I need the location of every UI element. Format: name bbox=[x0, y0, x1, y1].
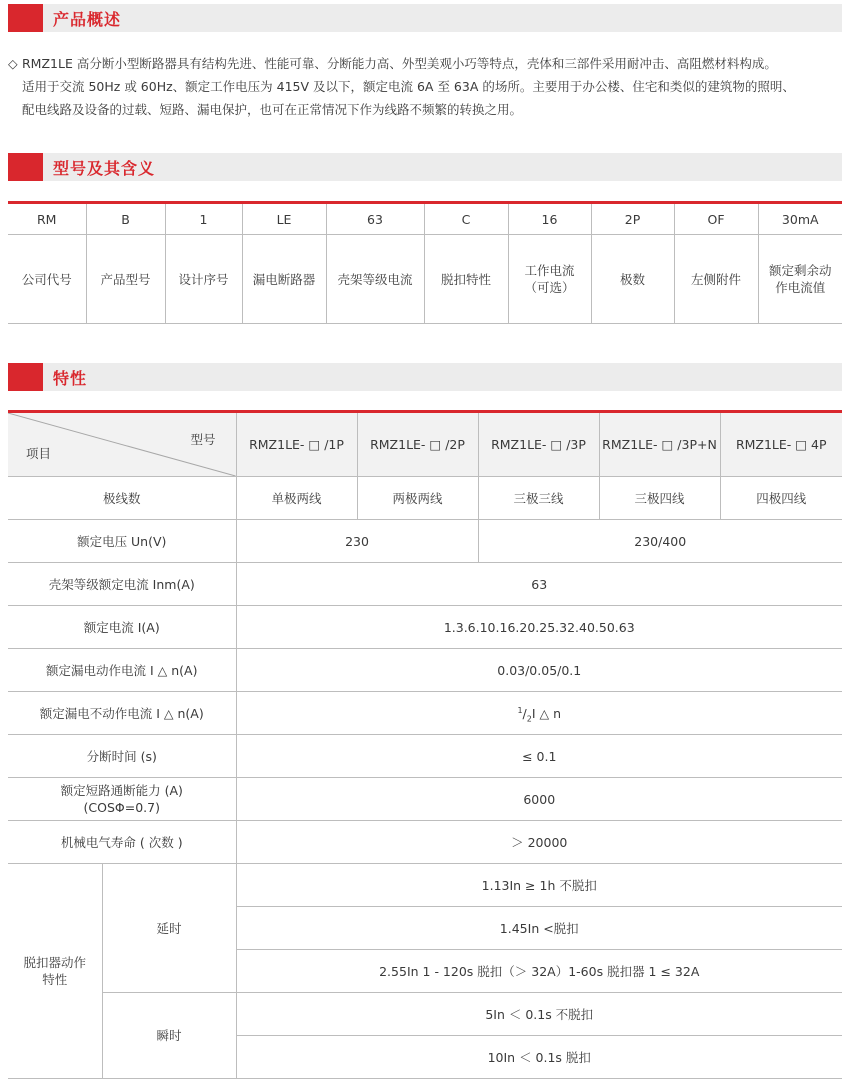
corner-label-model: 型号 bbox=[190, 432, 216, 447]
model-header-cell: RMZ1LE- □ /3P+N bbox=[599, 412, 720, 477]
section-marker bbox=[8, 363, 43, 391]
value-cell: 5In ＜ 0.1s 不脱扣 bbox=[236, 993, 842, 1036]
instant-label: 瞬时 bbox=[102, 993, 236, 1079]
model-meaning-cell: 左侧附件 bbox=[674, 235, 758, 324]
model-header-cell: RMZ1LE- □ /3P bbox=[478, 412, 599, 477]
value-cell: 10In ＜ 0.1s 脱扣 bbox=[236, 1036, 842, 1079]
model-meaning-cell: 工作电流 （可选） bbox=[508, 235, 591, 324]
overview-line-3: 配电线路及设备的过载、短路、漏电保护，也可在正常情况下作为线路不频繁的转换之用。 bbox=[22, 102, 523, 117]
model-header-cell: RMZ1LE- □ /1P bbox=[236, 412, 357, 477]
value-cell: 63 bbox=[236, 563, 842, 606]
value-cell: 1.13In ≥ 1h 不脱扣 bbox=[236, 864, 842, 907]
row-label: 机械电气寿命 ( 次数 ) bbox=[8, 821, 236, 864]
row-label: 极线数 bbox=[8, 477, 236, 520]
trip-characteristics-label: 脱扣器动作 特性 bbox=[8, 864, 102, 1079]
value-cell: 0.03/0.05/0.1 bbox=[236, 649, 842, 692]
model-meaning-cell: 设计序号 bbox=[165, 235, 242, 324]
spec-row-rated-current bbox=[8, 606, 842, 649]
row-label: 额定短路通断能力 (A) (COSΦ=0.7) bbox=[8, 778, 236, 821]
model-code-cell: LE bbox=[242, 203, 326, 235]
spec-row-frame-current bbox=[8, 563, 842, 606]
model-code-cell: 30mA bbox=[758, 203, 842, 235]
pole-cell: 三极三线 bbox=[478, 477, 599, 520]
model-meaning-cell: 漏电断路器 bbox=[242, 235, 326, 324]
spec-row-voltage bbox=[8, 520, 842, 563]
spec-row-break-time bbox=[8, 735, 842, 778]
row-label: 额定漏电动作电流 I △ n(A) bbox=[8, 649, 236, 692]
value-cell: ＞ 20000 bbox=[236, 821, 842, 864]
model-meaning-cell: 极数 bbox=[591, 235, 674, 324]
row-label: 额定漏电不动作电流 I △ n(A) bbox=[8, 692, 236, 735]
corner-label-item: 项目 bbox=[26, 446, 52, 461]
value-cell: 1.3.6.10.16.20.25.32.40.50.63 bbox=[236, 606, 842, 649]
section-title-overview: 产品概述 bbox=[53, 9, 122, 29]
model-meaning-cell: 公司代号 bbox=[8, 235, 86, 324]
spec-row-poles bbox=[8, 477, 842, 520]
diamond-bullet-icon: ◇ bbox=[8, 56, 18, 71]
model-code-cell: 2P bbox=[591, 203, 674, 235]
section-header-features bbox=[8, 363, 842, 391]
value-cell: 230/400 bbox=[478, 520, 842, 563]
row-label: 壳架等级额定电流 Inm(A) bbox=[8, 563, 236, 606]
value-cell: $^1/_2I$ △ n bbox=[236, 692, 842, 735]
overview-text bbox=[8, 52, 844, 121]
section-header-model bbox=[8, 153, 842, 181]
delay-label: 延时 bbox=[102, 864, 236, 993]
model-code-cell: 1 bbox=[165, 203, 242, 235]
spec-row-leak-nonoperating bbox=[8, 692, 842, 735]
row-label: 额定电流 I(A) bbox=[8, 606, 236, 649]
section-marker bbox=[8, 4, 43, 32]
section-title-features: 特性 bbox=[53, 368, 88, 388]
value-cell: 2.55In 1 - 120s 脱扣（＞ 32A）1-60s 脱扣器 1 ≤ 32A bbox=[236, 950, 842, 993]
value-cell: 1.45In <脱扣 bbox=[236, 907, 842, 950]
row-label: 额定电压 Un(V) bbox=[8, 520, 236, 563]
model-code-row bbox=[8, 203, 842, 235]
spec-corner-cell bbox=[8, 412, 236, 477]
section-title-model: 型号及其含义 bbox=[53, 158, 156, 178]
model-code-cell: C bbox=[424, 203, 508, 235]
spec-header-row bbox=[8, 412, 842, 477]
spec-row-life bbox=[8, 821, 842, 864]
spec-table bbox=[8, 410, 842, 1079]
pole-cell: 两极两线 bbox=[357, 477, 478, 520]
model-meaning-cell: 产品型号 bbox=[86, 235, 165, 324]
spec-row-trip-delay-1 bbox=[8, 864, 842, 907]
overview-line-2: 适用于交流 50Hz 或 60Hz、额定工作电压为 415V 及以下，额定电流 6A 至 63A 的场所。主要用于办公楼、住宅和类似的建筑物的照明、 bbox=[22, 79, 795, 94]
model-code-cell: OF bbox=[674, 203, 758, 235]
model-header-cell: RMZ1LE- □ /2P bbox=[357, 412, 478, 477]
model-header-cell: RMZ1LE- □ 4P bbox=[720, 412, 842, 477]
model-meaning-cell: 脱扣特性 bbox=[424, 235, 508, 324]
model-meaning-cell: 壳架等级电流 bbox=[326, 235, 424, 324]
model-code-cell: 63 bbox=[326, 203, 424, 235]
value-cell: ≤ 0.1 bbox=[236, 735, 842, 778]
model-code-cell: B bbox=[86, 203, 165, 235]
spec-row-trip-instant-1 bbox=[8, 993, 842, 1036]
model-table bbox=[8, 201, 842, 324]
section-marker bbox=[8, 153, 43, 181]
row-label: 分断时间 (s) bbox=[8, 735, 236, 778]
pole-cell: 三极四线 bbox=[599, 477, 720, 520]
pole-cell: 单极两线 bbox=[236, 477, 357, 520]
overview-line-1: RMZ1LE 高分断小型断路器具有结构先进、性能可靠、分断能力高、外型美观小巧等特点，壳体和三部件采用耐冲击、高阻燃材料构成。 bbox=[22, 56, 777, 71]
spec-row-short-circuit bbox=[8, 778, 842, 821]
spec-row-leak-operating bbox=[8, 649, 842, 692]
model-code-cell: 16 bbox=[508, 203, 591, 235]
model-meaning-cell: 额定剩余动 作电流值 bbox=[758, 235, 842, 324]
pole-cell: 四极四线 bbox=[720, 477, 842, 520]
model-code-cell: RM bbox=[8, 203, 86, 235]
value-cell: 6000 bbox=[236, 778, 842, 821]
section-header-overview bbox=[8, 4, 842, 32]
model-meaning-row bbox=[8, 235, 842, 324]
value-cell: 230 bbox=[236, 520, 478, 563]
